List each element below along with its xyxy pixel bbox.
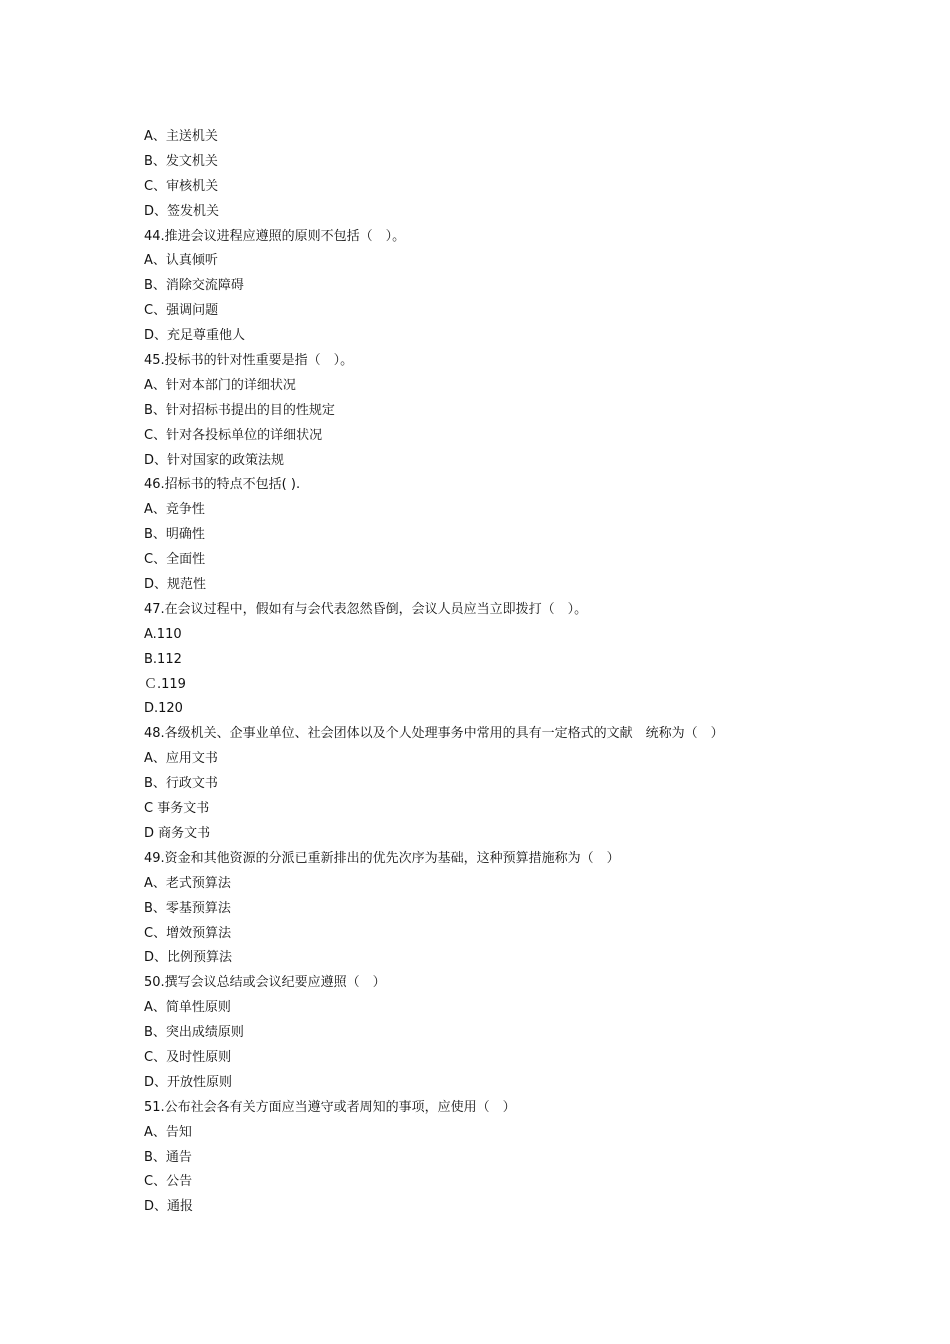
option-line: B、发文机关 (144, 153, 218, 169)
option-line: C、公告 (144, 1174, 193, 1190)
option-line: C、全面性 (144, 552, 206, 568)
option-line: D 商务文书 (144, 825, 211, 841)
option-line: B、零基预算法 (144, 900, 231, 916)
option-line: A.110 (144, 626, 182, 642)
option-line: D、通报 (144, 1199, 194, 1215)
option-line: A、主送机关 (144, 129, 218, 144)
question-48: 48.各级机关、企事业单位、社会团体以及个人处理事务中常用的具有一定格式的文献 统称为（ ） (144, 726, 724, 742)
option-line: D、比例预算法 (144, 950, 233, 966)
option-line: B、通告 (144, 1149, 192, 1165)
option-line: D.120 (144, 701, 183, 717)
option-line: A、老式预算法 (144, 875, 231, 891)
question-49: 49.资金和其他资源的分派已重新排出的优先次序为基础，这种预算措施称为（ ） (144, 850, 620, 866)
option-line: A、针对本部门的详细状况 (144, 377, 296, 393)
option-line: B、行政文书 (144, 776, 218, 792)
option-line: A、竞争性 (144, 502, 205, 518)
option-line: C 事务文书 (144, 801, 210, 817)
option-line: B、明确性 (144, 527, 205, 543)
question-50: 50.撰写会议总结或会议纪要应遵照（ ） (144, 975, 386, 991)
option-line: C、强调问题 (144, 303, 219, 319)
option-line: A、告知 (144, 1124, 192, 1140)
option-line: C、审核机关 (144, 178, 219, 194)
option-line: B、消除交流障碍 (144, 278, 244, 294)
option-line: C、针对各投标单位的详细状况 (144, 427, 323, 443)
question-51: 51.公布社会各有关方面应当遵守或者周知的事项，应使用（ ） (144, 1099, 516, 1115)
option-line: C、增效预算法 (144, 925, 232, 941)
option-line: D、充足尊重他人 (144, 328, 246, 344)
question-44: 44.推进会议进程应遵照的原则不包括（ ）。 (144, 228, 406, 244)
option-line: D、签发机关 (144, 203, 220, 219)
option-line: B.112 (144, 651, 182, 667)
option-line: B、针对招标书提出的目的性规定 (144, 402, 335, 418)
option-line: B、突出成绩原则 (144, 1025, 244, 1041)
option-line: A、认真倾听 (144, 253, 218, 269)
question-46: 46.招标书的特点不包括( ). (144, 477, 301, 493)
option-line: A、应用文书 (144, 751, 218, 767)
option-line: D、开放性原则 (144, 1074, 233, 1090)
option-line: A、简单性原则 (144, 1000, 231, 1016)
option-line: Ｃ.119 (144, 676, 186, 692)
option-line: D、针对国家的政策法规 (144, 452, 285, 468)
document-body (144, 125, 844, 1220)
question-45: 45.投标书的针对性重要是指（ ）。 (144, 353, 354, 369)
option-line: C、及时性原则 (144, 1049, 232, 1065)
option-line: D、规范性 (144, 577, 207, 593)
question-47: 47.在会议过程中，假如有与会代表忽然昏倒，会议人员应当立即拨打（ ）。 (144, 601, 588, 617)
